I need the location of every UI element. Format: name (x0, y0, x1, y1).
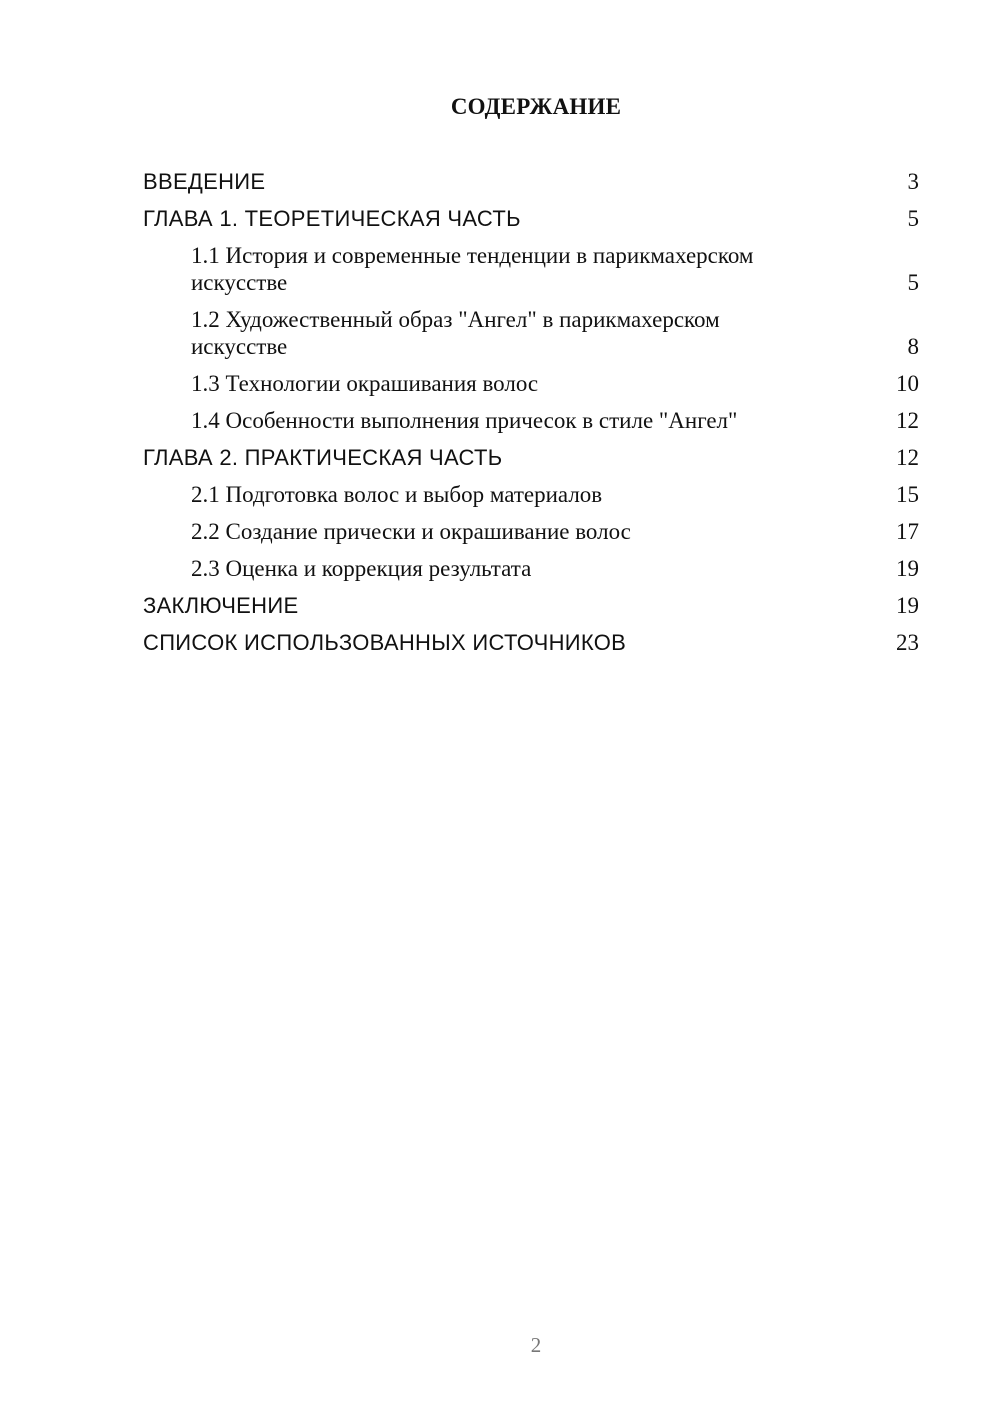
toc-entry-section-1-4[interactable] (143, 407, 919, 434)
toc-entry-page: 10 (896, 371, 919, 396)
toc-entry-section-2-1[interactable] (143, 481, 919, 508)
toc-entry-label: 1.2 Художественный образ "Ангел" в парикмахерском искусстве (191, 307, 720, 359)
toc-entry-label: 1.1 История и современные тенденции в парикмахерском искусстве (191, 243, 754, 295)
toc-entry-page: 19 (896, 593, 919, 618)
toc-entry-page: 8 (907, 334, 919, 359)
toc-entry-introduction[interactable] (143, 168, 919, 195)
toc-entry-label: 2.3 Оценка и коррекция результата (191, 556, 532, 581)
toc-entry-label: 2.1 Подготовка волос и выбор материалов (191, 482, 603, 507)
toc-entry-page: 5 (907, 206, 919, 231)
toc-entry-page: 23 (896, 630, 919, 655)
toc-entry-section-1-3[interactable] (143, 370, 919, 397)
toc-entry-page: 12 (896, 445, 919, 470)
toc-entry-page: 17 (896, 519, 919, 544)
toc-entry-page: 15 (896, 482, 919, 507)
toc-entry-section-1-1[interactable] (143, 242, 919, 296)
toc-entry-chapter-1[interactable] (143, 205, 919, 232)
toc-entry-label: СПИСОК ИСПОЛЬЗОВАННЫХ ИСТОЧНИКОВ (143, 630, 627, 655)
page-number: 2 (530, 1333, 542, 1357)
toc-entry-section-1-2[interactable] (143, 306, 919, 360)
toc-entry-page: 5 (907, 270, 919, 295)
toc-entry-page: 12 (896, 408, 919, 433)
toc-entry-references[interactable] (143, 629, 919, 656)
toc-entry-label: ЗАКЛЮЧЕНИЕ (143, 593, 299, 618)
toc-entry-section-2-2[interactable] (143, 518, 919, 545)
toc-entry-page: 3 (907, 169, 919, 194)
toc-entry-label: ГЛАВА 2. ПРАКТИЧЕСКАЯ ЧАСТЬ (143, 445, 503, 470)
toc-entry-label: 1.4 Особенности выполнения причесок в стиле "Ангел" (191, 408, 738, 433)
toc-entry-chapter-2[interactable] (143, 444, 919, 471)
toc-entry-label: 1.3 Технологии окрашивания волос (191, 371, 539, 396)
toc-entry-section-2-3[interactable] (143, 555, 919, 582)
toc-entry-page: 19 (896, 556, 919, 581)
table-of-contents (143, 168, 919, 666)
toc-entry-label: ГЛАВА 1. ТЕОРЕТИЧЕСКАЯ ЧАСТЬ (143, 206, 521, 231)
toc-entry-label: 2.2 Создание прически и окрашивание волос (191, 519, 631, 544)
toc-title: СОДЕРЖАНИЕ (450, 94, 622, 119)
toc-entry-conclusion[interactable] (143, 592, 919, 619)
toc-entry-label: ВВЕДЕНИЕ (143, 169, 266, 194)
